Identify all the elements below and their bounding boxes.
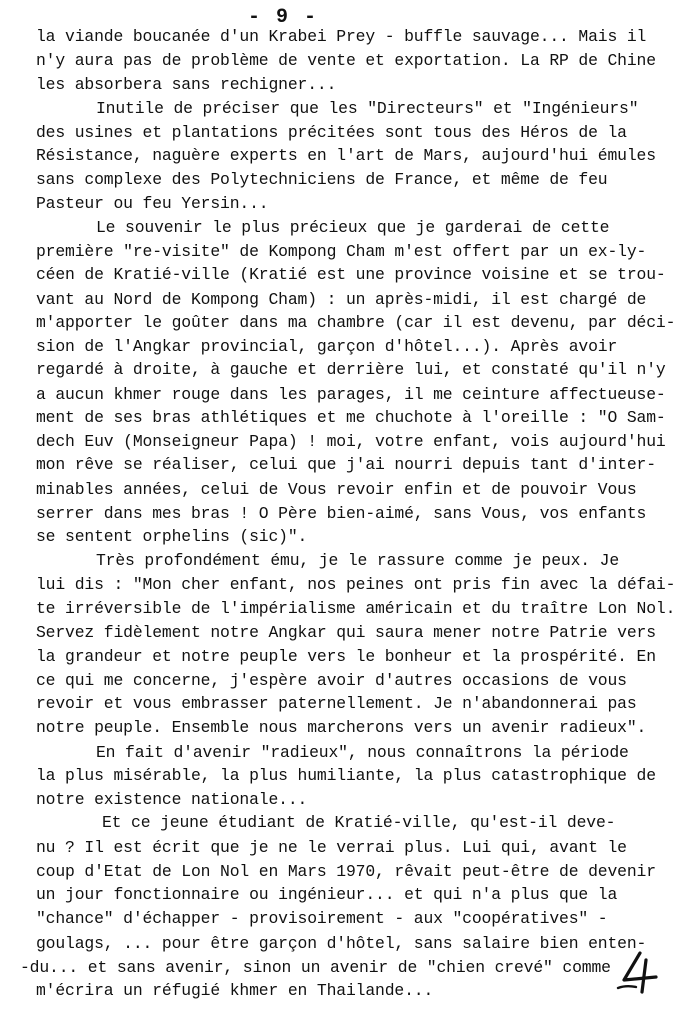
page-number: - 9 - [248, 6, 319, 29]
handwritten-mark [616, 950, 664, 994]
text-line: serrer dans mes bras ! O Père bien-aimé, sans Vous, vos enfants [36, 504, 647, 523]
text-line: n'y aura pas de problème de vente et exportation. La RP de Chine [36, 51, 656, 70]
text-line: céen de Kratié-ville (Kratié est une province voisine et se trou- [36, 265, 666, 284]
text-line: Pasteur ou feu Yersin... [36, 194, 269, 213]
text-line: En fait d'avenir "radieux", nous connaîtrons la période [96, 743, 629, 762]
text-line: vant au Nord de Kompong Cham) : un après-midi, il est chargé de [36, 290, 647, 309]
text-line: -du... et sans avenir, sinon un avenir de "chien crevé" comme [20, 958, 611, 977]
text-line: regardé à droite, à gauche et derrière lui, et constaté qu'il n'y [36, 360, 666, 379]
text-line: les absorbera sans rechigner... [36, 75, 337, 94]
text-line: coup d'Etat de Lon Nol en Mars 1970, rêvait peut-être de devenir [36, 862, 656, 881]
text-line: sion de l'Angkar provincial, garçon d'hôtel...). Après avoir [36, 337, 618, 356]
text-line: Résistance, naguère experts en l'art de Mars, aujourd'hui émules [36, 146, 656, 165]
text-line: un jour fonctionnaire ou ingénieur... et qui n'a plus que la [36, 885, 618, 904]
text-line: notre existence nationale... [36, 790, 308, 809]
text-line: mon rêve se réaliser, celui que j'ai nourri depuis tant d'inter- [36, 455, 656, 474]
text-line: goulags, ... pour être garçon d'hôtel, sans salaire bien enten- [36, 934, 647, 953]
text-line: Très profondément ému, je le rassure comme je peux. Je [96, 551, 620, 570]
text-line: Servez fidèlement notre Angkar qui saura mener notre Patrie vers [36, 623, 656, 642]
text-line: notre peuple. Ensemble nous marcherons vers un avenir radieux". [36, 718, 647, 737]
text-line: "chance" d'échapper - provisoirement - aux "coopératives" - [36, 909, 608, 928]
text-line: première "re-visite" de Kompong Cham m'est offert par un ex-ly- [36, 242, 647, 261]
text-line: m'apporter le goûter dans ma chambre (car il est devenu, par déci- [36, 313, 676, 332]
text-line: ce qui me concerne, j'espère avoir d'autres occasions de vous [36, 671, 627, 690]
text-line: minables années, celui de Vous revoir enfin et de pouvoir Vous [36, 480, 637, 499]
text-line: revoir et vous embrasser paternellement. Je n'abandonnerai pas [36, 694, 637, 713]
text-line: ment de ses bras athlétiques et me chuchote à l'oreille : "O Sam- [36, 408, 666, 427]
text-line: nu ? Il est écrit que je ne le verrai plus. Lui qui, avant le [36, 838, 627, 857]
text-line: des usines et plantations précitées sont tous des Héros de la [36, 123, 627, 142]
text-line: m'écrira un réfugié khmer en Thailande... [36, 981, 434, 1000]
text-line: Inutile de préciser que les "Directeurs" et "Ingénieurs" [96, 99, 639, 118]
text-line: la viande boucanée d'un Krabei Prey - buffle sauvage... Mais il [36, 27, 647, 46]
text-line: la grandeur et notre peuple vers le bonheur et la prospérité. En [36, 647, 656, 666]
text-line: Le souvenir le plus précieux que je garderai de cette [96, 218, 610, 237]
text-line: a aucun khmer rouge dans les parages, il me ceinture affectueuse- [36, 385, 666, 404]
text-line: te irréversible de l'impérialisme américain et du traître Lon Nol. [36, 599, 676, 618]
text-line: dech Euv (Monseigneur Papa) ! moi, votre enfant, vois aujourd'hui [36, 432, 666, 451]
text-line: lui dis : "Mon cher enfant, nos peines ont pris fin avec la défai- [36, 575, 676, 594]
text-line: Et ce jeune étudiant de Kratié-ville, qu'est-il deve- [102, 813, 616, 832]
text-line: sans complexe des Polytechniciens de France, et même de feu [36, 170, 608, 189]
text-line: la plus misérable, la plus humiliante, la plus catastrophique de [36, 766, 656, 785]
text-line: se sentent orphelins (sic)". [36, 527, 308, 546]
